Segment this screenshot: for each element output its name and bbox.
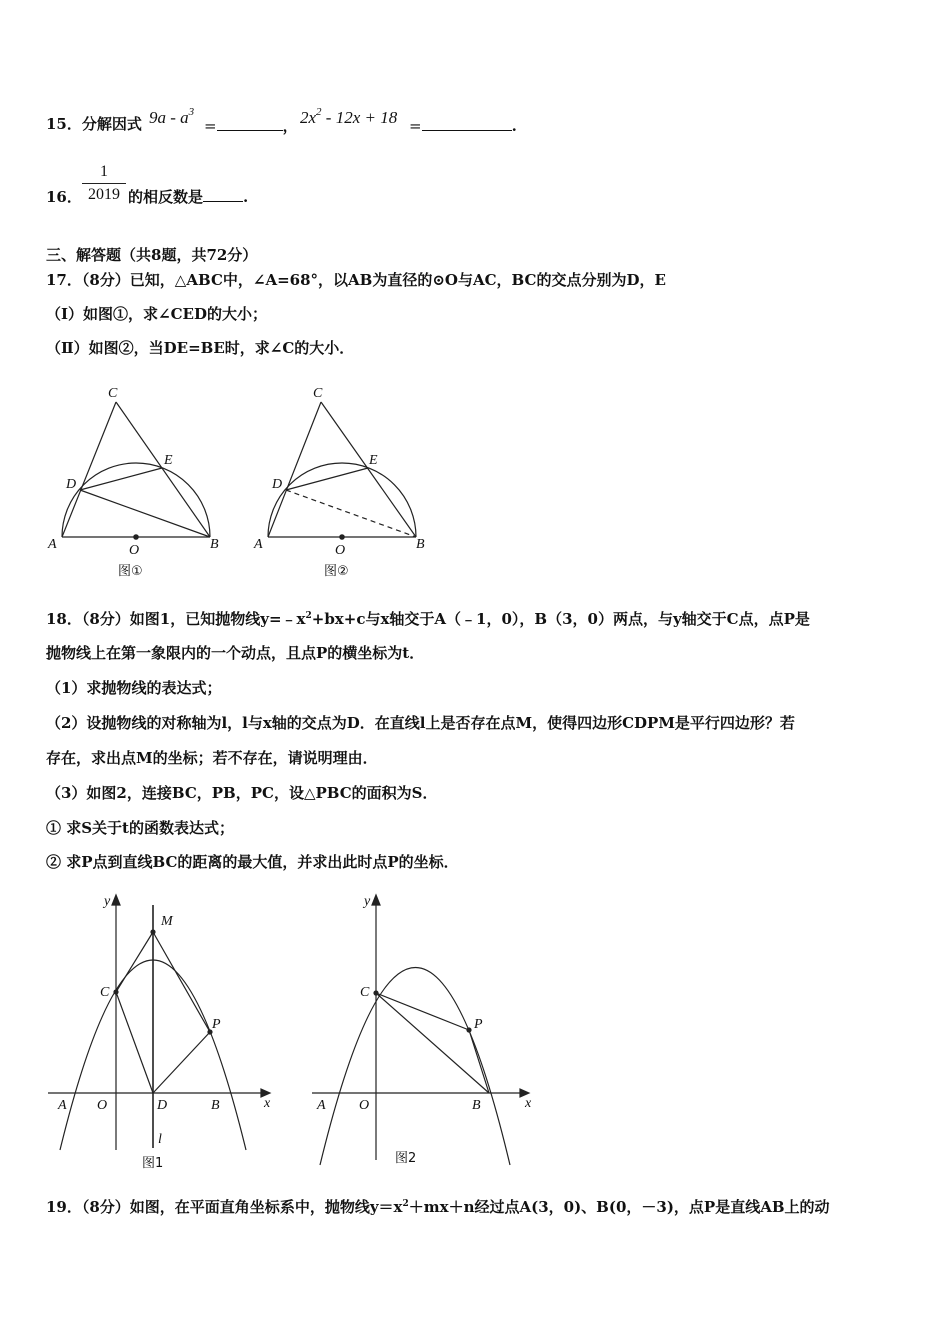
- q18-fig1-point-C: [114, 990, 118, 994]
- q17-fig2-label-B: B: [416, 537, 425, 552]
- q18-stem1-a: 18．（8分）如图1，已知抛物线y=﹣x: [46, 610, 306, 628]
- q15-blank-2[interactable]: [422, 116, 512, 131]
- q17-fig1-label-D: D: [66, 477, 77, 492]
- q17-fig2-center: [340, 535, 344, 539]
- q17-figures: [0, 370, 460, 585]
- q18-part3: （3）如图2，连接BC，PB，PC，设△PBC的面积为S．: [46, 784, 438, 802]
- q17-fig2-label-D: D: [272, 477, 283, 492]
- q17-fig2-caption: 图②: [324, 564, 349, 579]
- q17-fig1-label-E: E: [164, 453, 173, 468]
- q17-stem: 17．（8分）已知，△ABC中，∠A=68°，以AB为直径的⊙O与AC，BC的交点分别为D，E: [46, 271, 666, 289]
- q18-fig1-label-P: P: [212, 1017, 221, 1032]
- q17-fig1-AC: [62, 402, 116, 537]
- q18-fig1-y-arrow: [112, 895, 120, 905]
- q15-line: [46, 114, 142, 134]
- q18-fig1-label-l: l: [158, 1132, 162, 1147]
- q17-part1: （Ⅰ）如图①，求∠CED的大小；: [46, 305, 267, 323]
- q18-fig1-label-y: y: [104, 894, 111, 909]
- q17-fig2-BC: [321, 402, 416, 537]
- q18-fig2-CB: [376, 993, 489, 1093]
- q18-fig2-y-arrow: [372, 895, 380, 905]
- q15-expr1-sup: 3: [188, 106, 195, 118]
- q15-expr2-sup: 2: [316, 106, 322, 118]
- q17-fig2-label-C: C: [313, 386, 323, 401]
- q18-fig1-label-A: A: [58, 1098, 67, 1113]
- q16-text-row: [128, 187, 248, 207]
- q17-fig1-semicircle: [62, 463, 210, 537]
- q18-part2-line2: 存在，求出点M的坐标；若不存在，请说明理由．: [46, 749, 378, 767]
- q18-fig2-label-A: A: [317, 1098, 326, 1113]
- q18-fig1-label-C: C: [100, 985, 110, 1000]
- q17-fig2-label-E: E: [369, 453, 378, 468]
- q15-eq1: =: [204, 117, 217, 135]
- q18-fig1-label-x: x: [264, 1096, 271, 1111]
- q16-blank[interactable]: [203, 187, 243, 202]
- q15-blank2-row: [409, 116, 517, 136]
- q18-fig2-label-P: P: [474, 1017, 483, 1032]
- q17-fig2-AC: [268, 402, 321, 537]
- q15-expr2: [300, 104, 397, 128]
- q18-fig1-DP: [153, 1032, 210, 1093]
- q16-end: .: [243, 188, 249, 206]
- q18-fig2-CP: [376, 993, 469, 1030]
- q17-fig2-label-O: O: [335, 543, 346, 558]
- q18-sub2: ② 求P点到直线BC的距离的最大值，并求出此时点P的坐标．: [46, 853, 459, 871]
- q17-fig1-DE: [80, 468, 162, 490]
- q18-fig1-label-B: B: [211, 1098, 220, 1113]
- q15-number: 15．: [46, 115, 82, 133]
- q17-fig2-DB-dashed: [286, 490, 416, 537]
- q18-fig1-label-D: D: [157, 1098, 168, 1113]
- q17-fig1-caption: 图①: [118, 564, 143, 579]
- q17-fig1-label-A: A: [48, 537, 57, 552]
- q15-blank1-row: [204, 116, 298, 136]
- q18-fig1-CM: [116, 932, 153, 992]
- q18-fig2-label-x: x: [525, 1096, 532, 1111]
- q15-label: 分解因式: [81, 115, 142, 133]
- section-3-title: 三、解答题（共8题，共72分）: [46, 246, 258, 264]
- q19-stem-sup: 2: [402, 1199, 409, 1209]
- q18-figures: [0, 885, 560, 1175]
- q19-stem-b: ＋mx＋n经过点A(3，0)、B(0，－3)，点P是直线AB上的动: [408, 1198, 830, 1216]
- q15-expr2-a: 2x: [300, 108, 317, 127]
- q18-fig1-label-O: O: [97, 1098, 108, 1113]
- q15-end: .: [511, 117, 517, 135]
- q18-part1: （1）求抛物线的表达式；: [46, 679, 222, 697]
- q18-fig2-caption: 图2: [395, 1151, 417, 1166]
- q18-fig1-MP: [153, 932, 210, 1032]
- q16-frac-bar: [82, 183, 126, 184]
- q16-text: 的相反数是: [128, 188, 204, 206]
- q17-fig1-BC: [116, 402, 210, 537]
- q18-fig2-point-P: [467, 1028, 471, 1032]
- q17-fig2-label-A: A: [254, 537, 263, 552]
- q16-frac-num: 1: [100, 163, 108, 180]
- q17-fig2-semicircle: [268, 463, 416, 537]
- q18-figure-2: [312, 895, 529, 1165]
- q15-expr1-main: 9a - a: [149, 108, 189, 127]
- q19-stem: [46, 1194, 830, 1217]
- q18-fig2-parabola: [320, 968, 510, 1166]
- q18-fig1-CD: [116, 992, 153, 1093]
- q18-stem-line1: [46, 606, 810, 629]
- q19-stem-a: 19．（8分）如图，在平面直角坐标系中，抛物线y＝x: [46, 1198, 403, 1216]
- q18-fig2-label-B: B: [472, 1098, 481, 1113]
- q18-fig2-label-y: y: [364, 894, 371, 909]
- q16-frac-den: 2019: [88, 186, 120, 203]
- q15-blank-1[interactable]: [217, 116, 283, 131]
- q16-fraction: [82, 162, 126, 205]
- q18-fig1-point-M: [151, 930, 155, 934]
- q17-fig1-label-O: O: [129, 543, 140, 558]
- q17-figure-2: [268, 402, 416, 539]
- q17-fig1-label-C: C: [108, 386, 118, 401]
- q18-stem-line2: 抛物线上在第一象限内的一个动点，且点P的横坐标为t．: [46, 644, 425, 662]
- q17-fig1-DB: [80, 490, 210, 537]
- q18-stem1-b: +bx+c与x轴交于A（﹣1，0），B（3，0）两点，与y轴交于C点，点P是: [311, 610, 810, 628]
- q15-expr1: [149, 104, 194, 128]
- q16-number: 16．: [46, 188, 82, 206]
- q18-fig1-label-M: M: [161, 914, 173, 929]
- q17-fig1-label-B: B: [210, 537, 219, 552]
- q15-separator: ，: [282, 117, 298, 135]
- q18-fig2-point-C: [374, 991, 378, 995]
- q18-fig2-label-C: C: [360, 985, 370, 1000]
- q17-fig2-DE: [286, 468, 368, 490]
- q17-figure-1: [62, 402, 210, 539]
- q18-part2-line1: （2）设抛物线的对称轴为l，l与x轴的交点为D．在直线l上是否存在点M，使得四边形CDPM是平行四边形？若: [46, 714, 795, 732]
- q15-expr2-b: - 12x + 18: [321, 108, 398, 127]
- q18-stem1-sup: 2: [305, 611, 312, 621]
- q17-fig1-center: [134, 535, 138, 539]
- q18-fig1-caption: 图1: [142, 1156, 164, 1171]
- q18-sub1: ① 求S关于t的函数表达式；: [46, 819, 234, 837]
- q15-eq2: =: [409, 117, 422, 135]
- q18-fig2-label-O: O: [359, 1098, 370, 1113]
- q17-part2: （Ⅱ）如图②，当DE=BE时，求∠C的大小．: [46, 339, 355, 357]
